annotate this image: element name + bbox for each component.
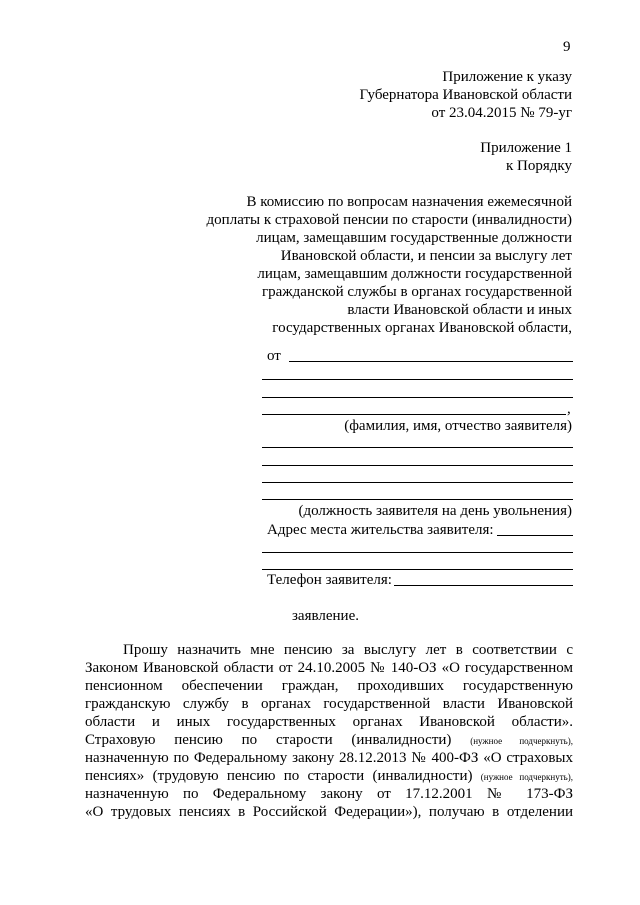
header-line-2: Губернатора Ивановской области (359, 87, 572, 103)
name-line[interactable] (262, 379, 573, 380)
name-line[interactable] (262, 414, 566, 415)
position-line[interactable] (262, 465, 573, 466)
body-line: пенсионном обеспечении граждан, проходивших государственную (85, 678, 573, 694)
header-line-1: Приложение к указу (442, 69, 572, 85)
page-number: 9 (563, 39, 571, 55)
body-line: назначенную по Федеральному закону от 17.12.2001 № 173-ФЗ (85, 786, 573, 802)
addressee-line: лицам, замещавшим государственные должности (256, 230, 572, 246)
body-line (85, 732, 573, 751)
body-line: Прошу назначить мне пенсию за выслугу лет в соответствии с (123, 642, 573, 658)
addressee-line: В комиссию по вопросам назначения ежемесячной (246, 194, 572, 210)
position-line[interactable] (262, 447, 573, 448)
statement-title: заявление. (292, 608, 359, 624)
phone-line[interactable] (394, 585, 573, 586)
body-line: «О трудовых пенсиях в Российской Федерации»), получаю в отделении (85, 804, 573, 820)
underline-note: (нужное подчеркнуть), (480, 772, 574, 782)
addressee-line: Ивановской области, и пенсии за выслугу лет (280, 248, 572, 264)
from-name-line[interactable] (289, 361, 573, 362)
body-line: назначенную по Федеральному закону 28.12.2013 № 400-ФЗ «О страховых (85, 750, 573, 766)
addressee-line: доплаты к страховой пенсии по старости (инвалидности) (206, 212, 572, 228)
position-line[interactable] (262, 499, 573, 500)
position-caption: (должность заявителя на день увольнения) (298, 503, 572, 519)
body-line (85, 768, 573, 787)
address-label: Адрес места жительства заявителя: (267, 522, 494, 538)
address-line[interactable] (497, 535, 573, 536)
addressee-line: власти Ивановской области и иных (347, 302, 572, 318)
header-line-3: от 23.04.2015 № 79-уг (431, 105, 572, 121)
name-comma: , (567, 401, 571, 417)
name-line[interactable] (262, 397, 573, 398)
body-text: пенсиях» (трудовую пенсию по старости (инвалидности) (85, 768, 473, 784)
appendix-line-2: к Порядку (506, 158, 572, 174)
appendix-line-1: Приложение 1 (480, 140, 572, 156)
addressee-line: лицам, замещавшим должности государственной (257, 266, 572, 282)
body-line: Законом Ивановской области от 24.10.2005 № 140-ОЗ «О государственном (85, 660, 573, 676)
from-label: от (267, 348, 281, 364)
addressee-line: государственных органах Ивановской области, (272, 320, 572, 336)
address-line[interactable] (262, 552, 573, 553)
underline-note: (нужное подчеркнуть), (470, 736, 574, 746)
phone-label: Телефон заявителя: (267, 572, 392, 588)
body-text: Страховую пенсию по старости (инвалидности) (85, 732, 452, 748)
address-line[interactable] (262, 569, 573, 570)
fio-caption: (фамилия, имя, отчество заявителя) (344, 418, 572, 434)
position-line[interactable] (262, 482, 573, 483)
body-line: области и иных государственных органах Ивановской области». (85, 714, 573, 730)
addressee-line: гражданской службы в органах государственной (261, 284, 572, 300)
body-line: гражданскую службу в органах государственной власти Ивановской (85, 696, 573, 712)
